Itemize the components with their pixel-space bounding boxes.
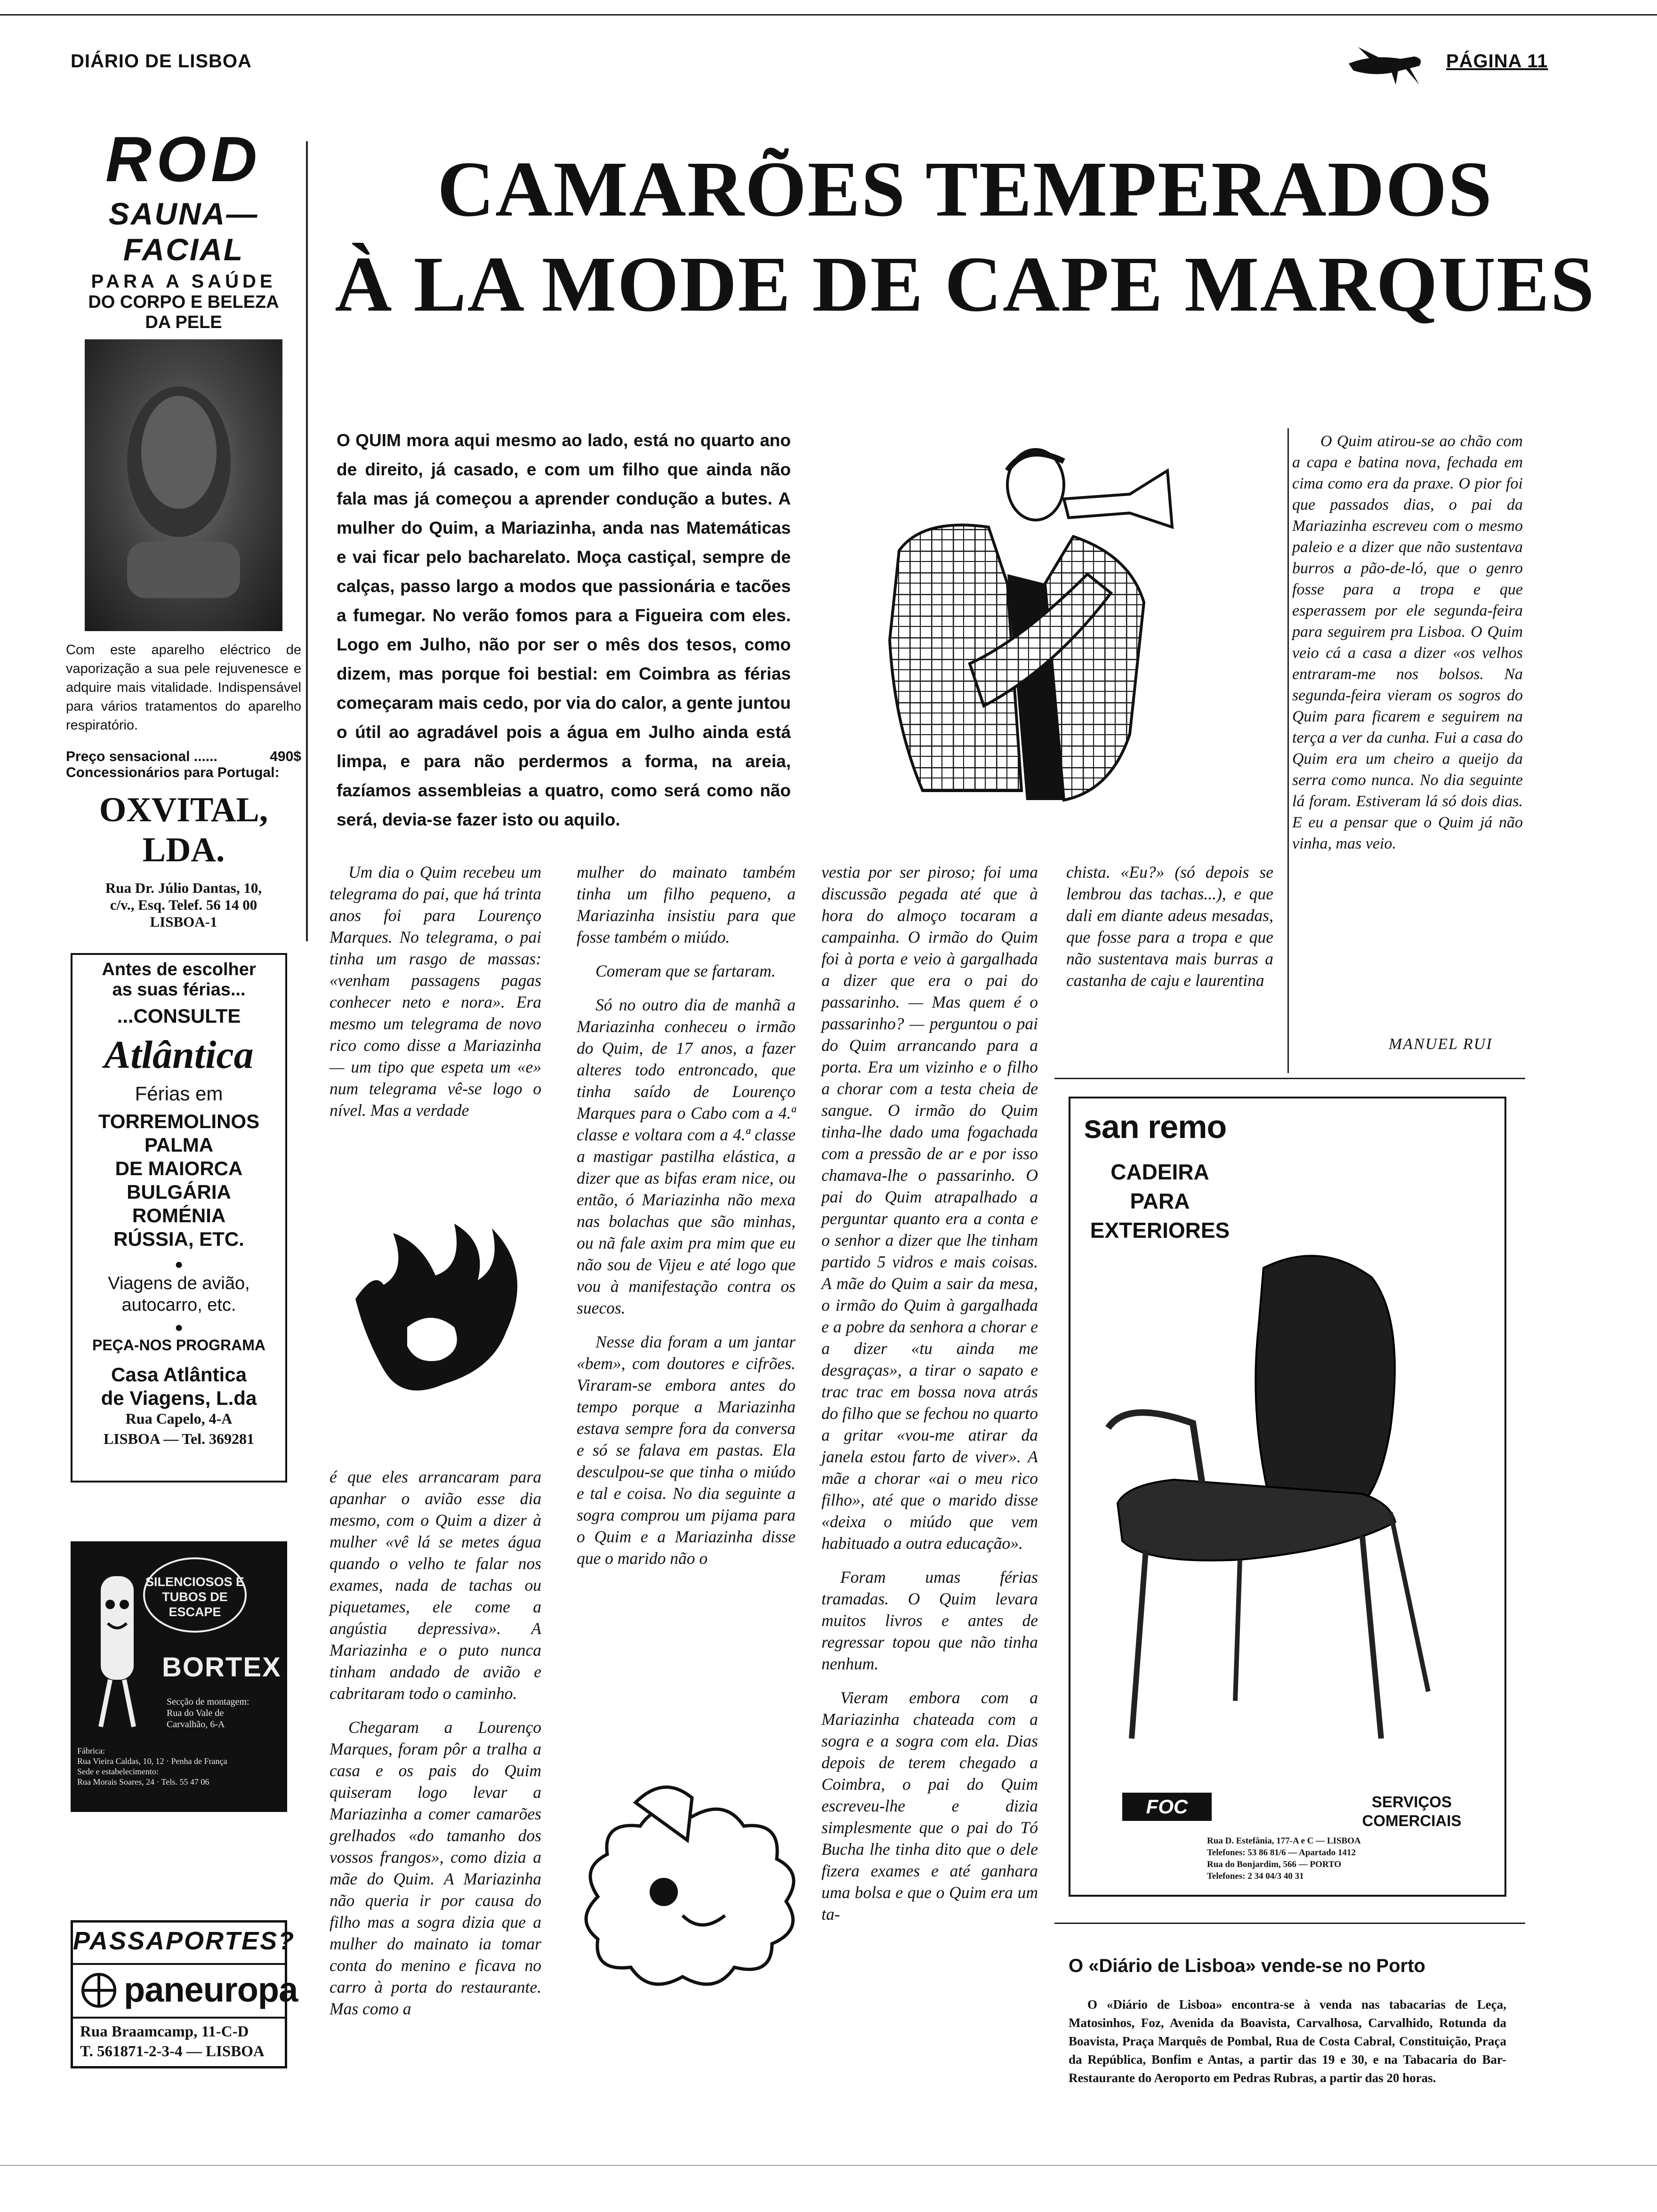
atlantica-destination: PALMA: [144, 1134, 214, 1156]
ad-bortex: [71, 1541, 287, 1812]
rod-price-label: Preço sensacional ......: [66, 749, 217, 764]
article-paragraph: chista. «Eu?» (só depois se lembrou das tachas...), e que dali em diante adeus mesadas, que fosse para a tropa e que não sustentava mais burras a castanha de caju e laurentina: [1066, 863, 1273, 990]
article-paragraph: Um dia o Quim recebeu um telegrama do pai, que há trinta anos foi para Lourenço Marques. No telegrama, o pai tinha um rasgo de massas: «venham passagens pagas conhecer neto e nora». Era mesmo um telegrama de novo rico como disse a Mariazinha — um tipo que espeta um «e» num telegrama vê-se logo o nível. Mas a verdade: [330, 863, 541, 1120]
sanremo-line: CADEIRA: [1110, 1160, 1209, 1184]
bullet-icon: ●: [174, 1320, 184, 1335]
sanremo-line: EXTERIORES: [1090, 1218, 1230, 1242]
bortex-fabrica: Fábrica:: [77, 1746, 105, 1755]
rod-brand: ROD: [105, 123, 262, 195]
rod-address: c/v., Esq. Telef. 56 14 00: [110, 897, 257, 913]
sanremo-services: [1334, 1793, 1489, 1830]
atlantica-line: as suas férias...: [112, 980, 246, 1000]
article-paragraph: Foram umas férias tramadas. O Quim levara muitos livros e antes de regressar topou que não tinha nenhum.: [821, 1568, 1038, 1673]
ad-san-remo: [1069, 1097, 1506, 1897]
rod-address: LISBOA-1: [150, 914, 217, 930]
sanremo-addresses: [1207, 1835, 1494, 1882]
rod-price-row: [66, 749, 301, 765]
flame-illustration: [337, 1214, 544, 1421]
rod-product: SAUNA—FACIAL: [108, 196, 259, 267]
bortex-brand: BORTEX: [162, 1652, 282, 1683]
atlantica-brand: Atlântica: [104, 1033, 254, 1077]
article-column-1-bottom: [330, 1466, 541, 2032]
atlantica-destination: DE MAIORCA: [115, 1157, 243, 1179]
article-paragraph: vestia por ser piroso; foi uma discussão pegada até que à hora do almoço tocaram a campainha. O irmão do Quim foi à porta e veio à gargalhada a dizer que era o pai do passarinho. — Mas quem é o passarinho? — perguntou o pai do Quim arrancando para a porta. Era um vizinho e o filho a chorar com a testa cheia de sangue. O irmão do Quim tinha-lhe dado uma fogachada com a pressão de ar e por isso chamava-lhe o passarinho. O pai do Quim atrapalhado a perguntar quanto era a conta e o senhor a dizer que lhe tinham partido 5 vidros e mais coisas. A mãe do Quim a sair da mesa, o irmão do Quim à gargalhada e a pobre da senhora a chorar e a dizer «tu ainda me desgraças», a tirar o sapato e trac trac em bossa nova atrás do filho que se fechou no quarto a gritar «vou-me atirar da janela estou farto de viver». A mãe a chorar «ai o meu rico filho», até que o marido disse «deixa o miúdo que vem habituado a outra educação».: [821, 863, 1038, 1553]
atlantica-line: Antes de escolher: [102, 960, 256, 979]
atlantica-destination: ROMÉNIA: [132, 1204, 226, 1226]
article-paragraph: Comeram que se fartaram.: [595, 962, 776, 980]
bortex-small: [167, 1696, 280, 1730]
bortex-small-line: Carvalhão, 6-A: [167, 1719, 225, 1730]
atlantica-tel: LISBOA — Tel. 369281: [103, 1430, 255, 1447]
article-paragraph: Vieram embora com a Mariazinha chateada com a sogra e a sogra com ela. Dias depois de terem chegado a Coimbra, o pai do Quim escreveu-lhe e dizia simplesmente que o pai do Tó Bucha lhe tinha dito que o dele fizera exames e até ganhara uma bolsa e que o Quim era um ta-: [821, 1688, 1038, 1923]
atlantica-company: de Viagens, L.da: [101, 1387, 257, 1409]
newspaper-name: DIÁRIO DE LISBOA: [71, 51, 252, 72]
sanremo-services-line: SERVIÇOS: [1372, 1793, 1452, 1811]
paneuropa-brand: paneuropa: [124, 1970, 298, 2009]
atlantica-company: Casa Atlântica: [111, 1363, 247, 1386]
sanremo-address: Rua do Bonjardim, 566 — PORTO: [1207, 1859, 1342, 1869]
section-rule: [1054, 1923, 1525, 1924]
atlantica-line: ...CONSULTE: [117, 1005, 241, 1027]
ad-rod: [66, 123, 301, 930]
chair-photo: [1099, 1240, 1485, 1757]
bortex-badge: SILENCIOSOS E TUBOS DE ESCAPE: [143, 1557, 247, 1633]
ad-paneuropa: [71, 1920, 298, 2068]
article-paragraph: Só no outro dia de manhã a Mariazinha conheceu o irmão do Quim, de 17 anos, a fazer alteres todo entroncado, que tinha saído de Lourenço Marques para o Cabo com a 4.ª classe e voltara com a 4.ª classe a mastigar pastilha elástica, a dizer que as bifas eram nice, ou então, ó Mariazinha não mexa nas bolachas que são minhas, ou nã fale axim pra mim que eu não sou de Vijeu e até logo que vou à manifestação contra os suecos.: [577, 995, 796, 1317]
porto-notice-title: O «Diário de Lisboa» vende-se no Porto: [1069, 1956, 1425, 1976]
paneuropa-address: Rua Braamcamp, 11-C-D: [80, 2023, 249, 2040]
article-paragraph: mulher do mainato também tinha um filho pequeno, a Mariazinha insistiu para que fosse também o miúdo.: [577, 863, 796, 946]
article-column-3: [821, 861, 1038, 1937]
porto-notice-text: O «Diário de Lisboa» encontra-se à venda nas tabacarias de Leça, Matosinhos, Foz, Avenida da Boavista, Carvalhosa, Carvalhido, Rotunda da Boavista, Praça Marquês de Pombal, Rua de Costa Cabral, Constituição, Praça da República, Bonfim e Antas, a partir das 19 e 30, e na Tabacaria do Bar-Restaurante do Aeroporto em Pedras Rubras, a partir das 20 horas.: [1069, 1997, 1506, 2085]
article-paragraph: é que eles arrancaram para apanhar o avião esse dia mesmo, com o Quim a dizer à mulher «vê lá se metes água quando o velho te falar nos exames, nada de tachas ou piquetames, ele come a angústia depressiva». A Mariazinha e o puto nunca tinham andado de avião e cabritaram todo o caminho.: [330, 1467, 541, 1703]
rod-description: Com este aparelho eléctrico de vaporização a sua pele rejuvenesce e adquire mais vitalidade. Indispensável para vários tratamentos do aparelho respiratório.: [66, 642, 301, 733]
article-column-2: [577, 861, 796, 1581]
article-author: MANUEL RUI: [1389, 1035, 1493, 1053]
column-rule: [1287, 428, 1289, 1073]
atlantica-destination: BULGÁRIA: [127, 1181, 231, 1203]
ad-atlantica: [71, 953, 287, 1483]
foc-logo: FOC: [1122, 1793, 1212, 1821]
lead-paragraph: O QUIM mora aqui mesmo ao lado, está no quarto ano de direito, já casado, e com um filho que ainda não fala mas já começou a aprender condução a butes. A mulher do Quim, a Mariazinha, anda nas Matemáticas e vai ficar pelo bacharelato. Moça castiçal, sempre de calças, passo largo a modos que passionária e tacões a fumegar. No verão fomos para a Figueira com eles. Logo em Julho, não por ser o mês dos tesos, como dizem, mas porque foi bestial: em Coimbra as férias começaram mais cedo, por via do calor, a gente juntou o útil ao agradável pois a água em Julho ainda está limpa, e para não perdermos a forma, na areia, fazíamos assembleias a quatro, como será como não será, devia-se fazer isto ou aquilo.: [337, 431, 791, 829]
rod-address: Rua Dr. Júlio Dantas, 10,: [105, 880, 262, 896]
page-number: PÁGINA 11: [1446, 51, 1548, 72]
article-lead: [337, 426, 791, 834]
rod-company: OXVITAL, LDA.: [99, 791, 268, 869]
fly-logo-icon: [1344, 45, 1433, 87]
sanremo-headline: [1080, 1157, 1240, 1245]
column-rule: [306, 141, 308, 941]
paneuropa-logo-icon: [80, 1972, 118, 2009]
bortex-small-line: Rua do Vale de: [167, 1708, 224, 1718]
atlantica-ask: PEÇA-NOS PROGRAMA: [92, 1337, 265, 1354]
article-paragraph: Chegaram a Lourenço Marques, foram pôr a tralha a casa e os pais do Quim quiseram logo levar a Mariazinha a comer camarões grelhados «do tamanho dos vossos frangos», como dizia a mãe do Quim. A Mariazinha não queria ir por causa do filho mas a sogra dizia que a mulher do mainato ia tomar conta do menino e ficava no carro à porta do restaurante. Mas como a: [330, 1718, 541, 2018]
rod-product-photo: [85, 339, 282, 631]
atlantica-address: Rua Capelo, 4-A: [125, 1410, 233, 1427]
atlantica-destinations: [79, 1110, 279, 1251]
sanremo-address: Telefones: 53 86 81/6 — Apartado 1412: [1207, 1848, 1356, 1858]
article-right-column: [1292, 431, 1523, 854]
section-rule: [1054, 1078, 1525, 1079]
rod-tagline: PARA A SAÚDE: [91, 271, 276, 292]
atlantica-destination: RÚSSIA, ETC.: [113, 1228, 244, 1250]
divider: [73, 1963, 285, 1965]
atlantica-destination: TORREMOLINOS: [98, 1110, 260, 1132]
article-paragraph: Nesse dia foram a um jantar «bem», com doutores e cifrões. Viraram-se embora antes do tempo porque a Mariazinha estava sempre fora da conversa e só se falava em pastas. Ela desculpou-se que tinha o miúdo e tal e coisa. No dia seguinte a sogra comprou um pijama para o Quim e a Mariazinha disse que o marido não o: [577, 1332, 796, 1568]
sanremo-address: Rua D. Estefânia, 177-A e C — LISBOA: [1207, 1836, 1361, 1846]
sanremo-brand: san remo: [1084, 1108, 1227, 1145]
bortex-small-line: Secção de montagem:: [167, 1697, 249, 1707]
bortex-addresses: [77, 1746, 284, 1787]
bortex-sede-address: Rua Morais Soares, 24 · Tels. 55 47 06: [77, 1777, 209, 1787]
rod-dealers: Concessionários para Portugal:: [66, 765, 280, 780]
article-title: À LA MODE DE CAPE MARQUES: [335, 240, 1595, 328]
bortex-sede: Sede e estabelecimento:: [77, 1767, 159, 1776]
sanremo-line: PARA: [1130, 1189, 1190, 1213]
atlantica-travel: Viagens de avião, autocarro, etc.: [108, 1274, 250, 1315]
article-title: CAMARÕES TEMPERADOS: [437, 145, 1493, 233]
top-rule: [0, 14, 1657, 16]
bottom-rule: [0, 2165, 1657, 2166]
cloud-face-illustration: [570, 1774, 814, 2019]
rod-price: 490$: [270, 749, 301, 764]
article-column-1: [330, 861, 541, 1133]
trumpet-player-illustration: [866, 442, 1238, 838]
article-column-4: [1066, 861, 1518, 1003]
paneuropa-headline: PASSAPORTES?: [73, 1927, 296, 1955]
rod-tagline: DO CORPO E BELEZA: [88, 292, 279, 312]
divider: [73, 2017, 285, 2019]
sanremo-address: Telefones: 2 34 04/3 40 31: [1207, 1871, 1304, 1881]
article-paragraph: O Quim atirou-se ao chão com a capa e batina nova, fechada em cima como era da praxe. O pior foi que passados dias, o pai da Mariazinha escreveu com o mesmo paleio e a dizer que não sustentava burros a pão-de-ló, que o genro fosse para a tropa e que esperassem por ele segunda-feira para seguirem pra Lisboa. O Quim veio cá a casa a dizer «os velhos entraram-me nos bolsos. Na segunda-feira vieram os sogros do Quim para ficarem e seguirem na terça a ver da cunha. Fui a casa do Quim era um cheiro a queijo da serra como nunca. No dia seguinte lá foram. Estiveram lá só dois dias. E eu a pensar que o Quim já não vinha, mas veio.: [1292, 433, 1523, 852]
bortex-fabrica-address: Rua Vieira Caldas, 10, 12 · Penha de França: [77, 1756, 227, 1766]
rod-tagline: DA PELE: [145, 313, 222, 332]
atlantica-ferias: Férias em: [135, 1082, 223, 1105]
paneuropa-tel: T. 561871-2-3-4 — LISBOA: [80, 2043, 265, 2060]
bortex-mascot-icon: [87, 1567, 148, 1736]
bullet-icon: ●: [174, 1257, 184, 1272]
sanremo-services-line: COMERCIAIS: [1362, 1812, 1462, 1829]
